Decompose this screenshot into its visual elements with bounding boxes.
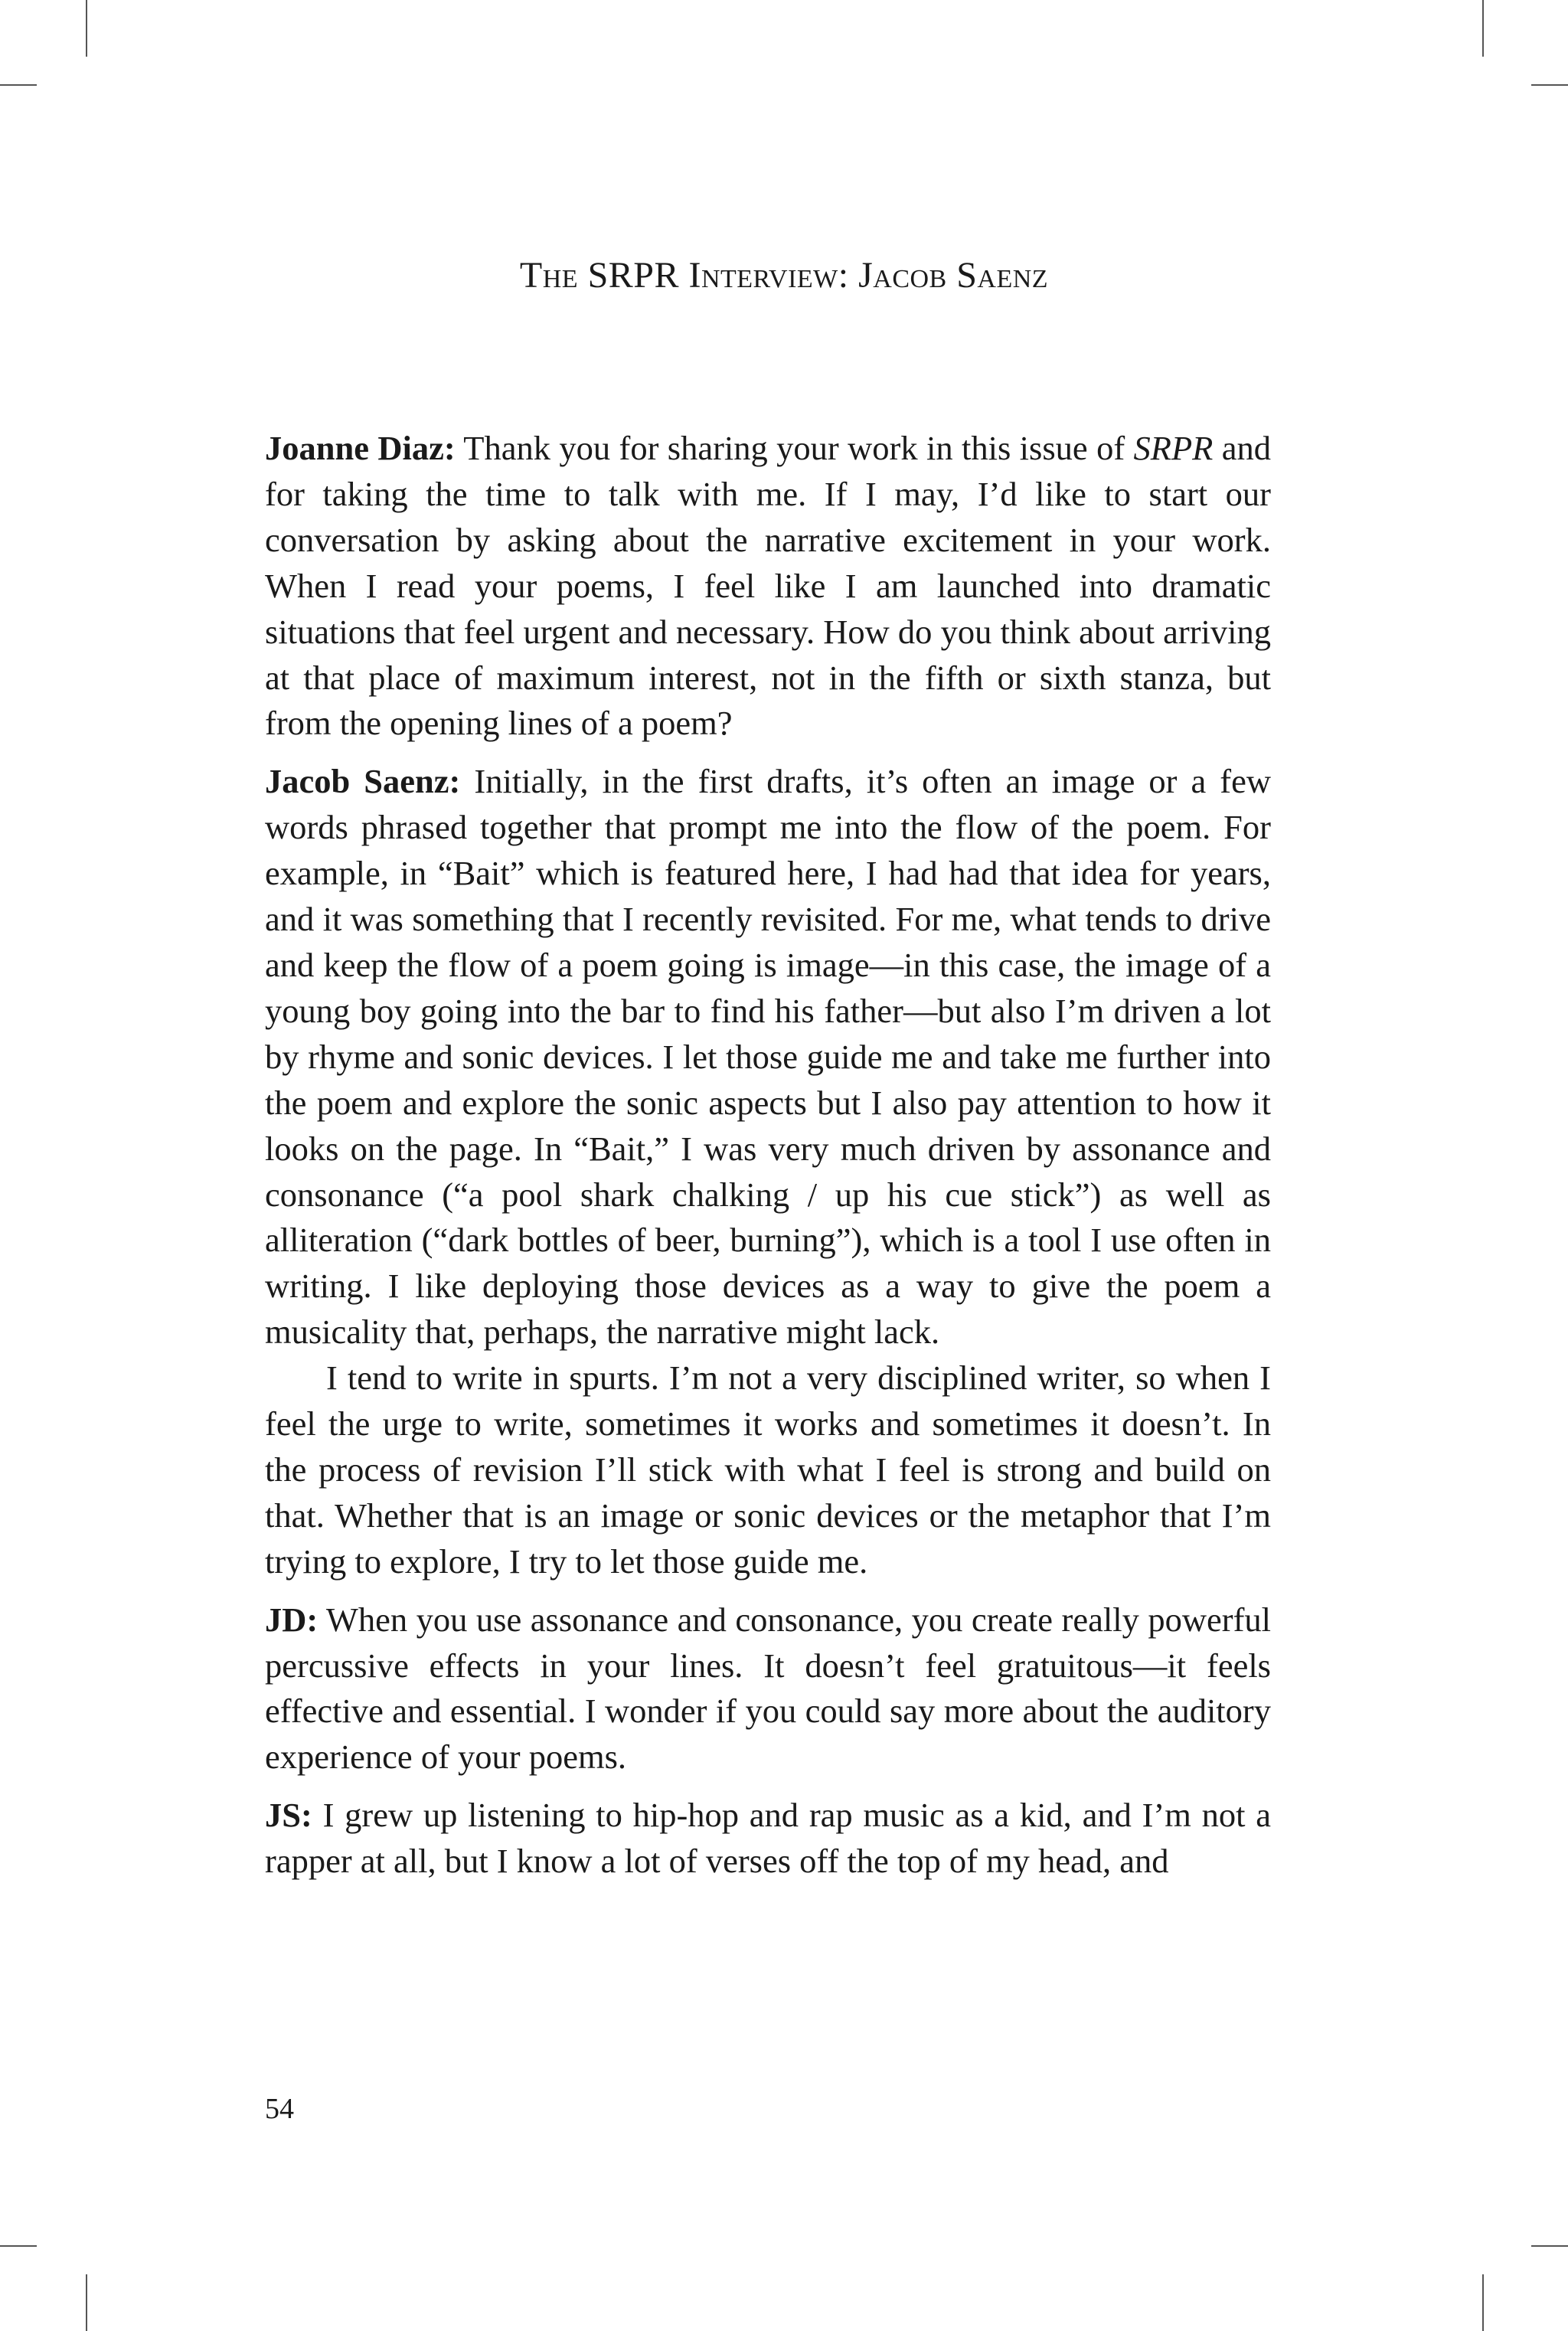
speaker-label: JD: [265,1600,318,1639]
paragraph-text: I tend to write in spurts. I’m not a very disciplined writer, so when I feel the urge to write, sometimes it works and sometimes it doesn’t. In the process of revision I’ll stick with what I feel is strong and build on that. Whether that is an image or sonic devices or the metaphor that I’m trying to explore, I try to let those guide me. [265,1358,1271,1581]
interview-paragraph-5 [265,1793,1271,1885]
speaker-label: Joanne Diaz: [265,429,456,467]
interview-body [265,426,1271,1897]
crop-mark-bottom-right-vertical [1482,2274,1484,2331]
crop-mark-top-right-horizontal [1531,84,1568,86]
crop-mark-top-left-horizontal [0,84,37,86]
crop-mark-top-left-vertical [86,0,87,57]
paragraph-text: When you use assonance and consonance, you create really powerful percussive effects in your lines. It doesn’t feel gratuitous—it feels effective and essential. I wonder if you could say more about the auditory experience of your poems. [265,1600,1271,1777]
interview-paragraph-1 [265,426,1271,747]
speaker-label: JS: [265,1796,312,1835]
interview-paragraph-2 [265,759,1271,1355]
interview-paragraph-3 [265,1355,1271,1585]
crop-mark-bottom-right-horizontal [1531,2245,1568,2247]
interview-paragraph-4 [265,1597,1271,1781]
page-title: The SRPR Interview: Jacob Saenz [519,255,1049,296]
paragraph-text: Thank you for sharing your work in this issue of [455,429,1134,467]
crop-mark-top-right-vertical [1482,0,1484,57]
crop-mark-bottom-left-vertical [86,2274,87,2331]
page-number: 54 [265,2093,294,2125]
paragraph-text: Initially, in the first drafts, it’s often an image or a few words phrased together that prompt me into the flow of the poem. For example, in “Bait” which is featured here, I had had that idea for years, and it was something that I recently revisited. For me, what tends to drive and keep the flow of a poem going is image—in this case, the image of a young boy going into the bar to find his father—but also I’m driven a lot by rhyme and sonic devices. I let those guide me and take me further into the poem and explore the sonic aspects but I also pay attention to how it looks on the page. In “Bait,” I was very much driven by assonance and consonance (“a pool shark chalking / up his cue stick”) as well as alliteration (“dark bottles of beer, burning”), which is a tool I use often in writing. I like deploying those devices as a way to give the poem a musicality that, perhaps, the narrative might lack. [265,762,1272,1352]
paragraph-text: and for taking the time to talk with me. If I may, I’d like to start our conversation by asking about the narrative excitement in your work. When I read your poems, I feel like I am launched into dramatic situations that feel urgent and necessary. How do you think about arriving at that place of maximum interest, not in the fifth or sixth stanza, but from the opening lines of a poem? [265,429,1271,743]
speaker-label: Jacob Saenz: [265,762,461,801]
crop-mark-bottom-left-horizontal [0,2245,37,2247]
journal-title: SRPR [1133,429,1214,467]
paragraph-text: I grew up listening to hip-hop and rap music as a kid, and I’m not a rapper at all, but I know a lot of verses off the top of my head, and [265,1796,1271,1881]
